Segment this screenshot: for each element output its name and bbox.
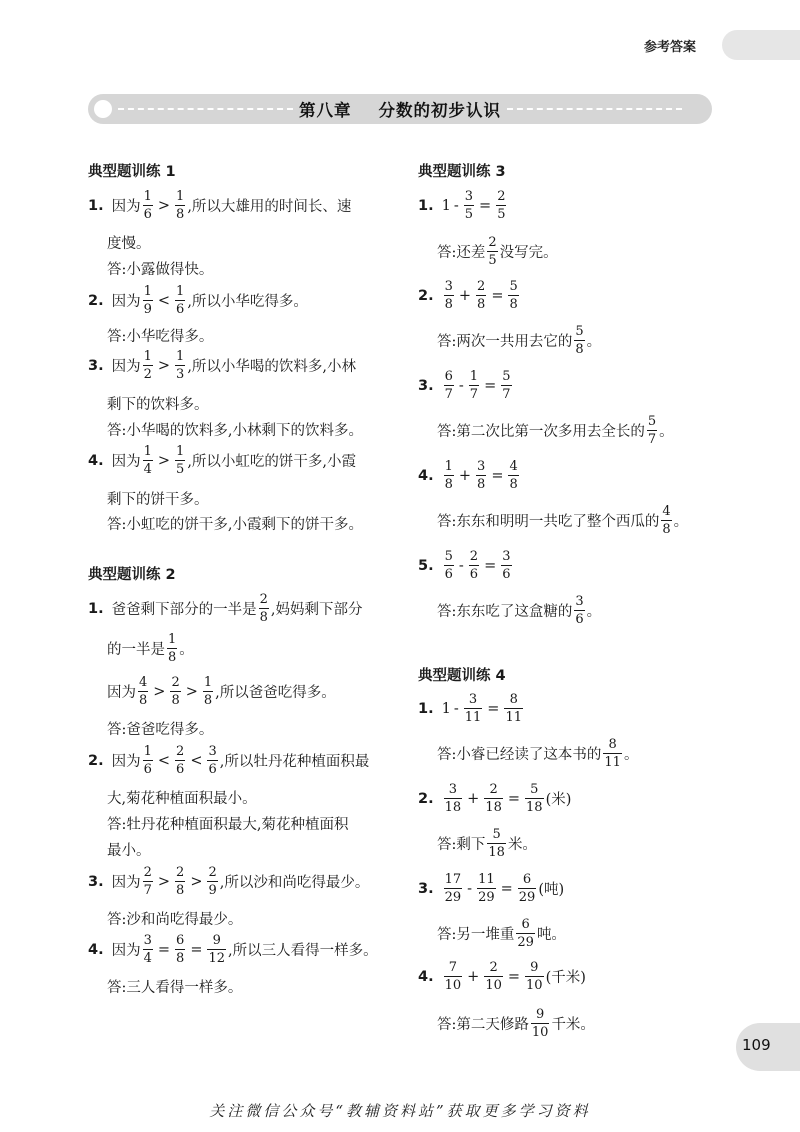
- text: ,所以小虹吃的饼干多,小霞: [187, 454, 357, 470]
- fraction: $\frac{2}{9}$: [208, 865, 217, 898]
- answer: 答:小华吃得多。: [107, 329, 214, 345]
- question-line: [107, 676, 336, 707]
- answer: 答:小睿已经读了这本书的 $\frac{8}{11}$ 。: [437, 737, 639, 770]
- equation: 2. $\frac{3}{18}$ + $\frac{2}{18}$ = $\frac{5}{18}$ (米): [418, 782, 572, 815]
- section-title: 典型题训练 4: [418, 668, 506, 684]
- answer: 答:牡丹花种植面积最大,菊花种植面积: [107, 817, 349, 833]
- question-line: [88, 934, 378, 965]
- equation: 5. $\frac{5}{6}$ - $\frac{2}{6}$ = $\frac{3}{6}$: [418, 549, 511, 582]
- banner-left-dash: [118, 108, 293, 110]
- fraction: $\frac{1}{9}$: [143, 284, 152, 317]
- answer: 答:剩下 $\frac{5}{18}$ 米。: [437, 827, 537, 860]
- answer: 答:第二次比第一次多用去全长的 $\frac{5}{7}$ 。: [437, 414, 674, 447]
- operator: =: [190, 941, 203, 958]
- banner-right-dash: [507, 108, 682, 110]
- chapter-banner: [88, 94, 712, 124]
- operator: >: [153, 683, 166, 700]
- fraction: $\frac{1}{2}$: [143, 349, 152, 382]
- question-number: 4.: [88, 452, 104, 469]
- fraction: $\frac{1}{3}$: [176, 349, 185, 382]
- fraction: $\frac{1}{5}$: [176, 444, 185, 477]
- operator: >: [157, 357, 171, 374]
- fraction: $\frac{1}{6}$: [143, 744, 152, 777]
- operator: <: [157, 292, 171, 309]
- banner-left-cap: [94, 100, 112, 118]
- section-title: 典型题训练 2: [88, 567, 176, 583]
- operator: >: [185, 683, 198, 700]
- equation: 2. $\frac{3}{8}$ + $\frac{2}{8}$ = $\frac{5}{8}$: [418, 279, 518, 312]
- operator: >: [190, 873, 203, 890]
- question-number: 3.: [88, 357, 104, 374]
- question-number: 4.: [88, 941, 104, 958]
- page-number: 109: [742, 1036, 771, 1054]
- answer: 答:另一堆重 $\frac{6}{29}$ 吨。: [437, 917, 566, 950]
- equation: 1. 1 - $\frac{3}{11}$ = $\frac{8}{11}$: [418, 692, 522, 725]
- answer: 答:小华喝的饮料多,小林剩下的饮料多。: [107, 423, 363, 439]
- question-number: 1.: [88, 600, 104, 617]
- answer: 答:沙和尚吃得最少。: [107, 912, 243, 928]
- text: ,所以三人看得一样多。: [228, 943, 378, 959]
- equation: 4. $\frac{7}{10}$ + $\frac{2}{10}$ = $\frac{9}{10}$ (千米): [418, 960, 586, 993]
- question-number: 3.: [88, 873, 104, 890]
- equation: 1. 1 - $\frac{3}{5}$ = $\frac{2}{5}$: [418, 189, 506, 222]
- fraction: $\frac{1}{8}$: [176, 189, 185, 222]
- answer: 答:爸爸吃得多。: [107, 722, 214, 738]
- text: 因为: [111, 199, 141, 215]
- text: 因为: [107, 685, 136, 701]
- text: ,所以小华喝的饮料多,小林: [187, 359, 357, 375]
- text: 因为: [111, 359, 141, 375]
- text: ,所以牡丹花种植面积最: [219, 754, 370, 770]
- operator: >: [157, 197, 171, 214]
- question-line: [88, 745, 369, 776]
- answer: 答:小虹吃的饼干多,小霞剩下的饼干多。: [107, 517, 363, 533]
- text: 因为: [111, 875, 141, 891]
- header-label: 参考答案: [644, 40, 697, 55]
- fraction: $\frac{3}{6}$: [208, 744, 217, 777]
- question-line: [88, 593, 363, 624]
- header-tab: [722, 30, 800, 60]
- fraction: $\frac{1}{8}$: [203, 675, 213, 708]
- text: 因为: [111, 754, 141, 770]
- answer: 答:三人看得一样多。: [107, 980, 243, 996]
- text: ,所以大雄用的时间长、速: [187, 199, 352, 215]
- section-title: 典型题训练 1: [88, 164, 176, 180]
- answer: 答:东东和明明一共吃了整个西瓜的 $\frac{4}{8}$ 。: [437, 504, 689, 537]
- operator: >: [157, 452, 171, 469]
- fraction: $\frac{1}{4}$: [143, 444, 152, 477]
- question-line: [88, 445, 356, 476]
- answer-cont: 最小。: [107, 843, 151, 859]
- fraction: $\frac{2}{8}$: [176, 865, 185, 898]
- question-cont: [107, 633, 194, 664]
- fraction: $\frac{2}{6}$: [176, 744, 185, 777]
- text: ,所以沙和尚吃得最少。: [219, 875, 370, 891]
- answer: 答:小露做得快。: [107, 262, 214, 278]
- text: ,妈妈剩下部分: [270, 602, 363, 618]
- operator: >: [157, 873, 171, 890]
- fraction: $\frac{1}{6}$: [176, 284, 185, 317]
- question-line: [88, 190, 351, 221]
- fraction: $\frac{2}{8}$: [259, 592, 268, 625]
- operator: =: [157, 941, 171, 958]
- equation: 4. $\frac{1}{8}$ + $\frac{3}{8}$ = $\frac{4}{8}$: [418, 459, 518, 492]
- fraction: $\frac{6}{8}$: [176, 933, 185, 966]
- fraction: $\frac{2}{8}$: [171, 675, 180, 708]
- text: 。: [179, 642, 194, 658]
- fraction: $\frac{3}{4}$: [143, 933, 152, 966]
- answer: 答:东东吃了这盒糖的 $\frac{3}{6}$ 。: [437, 594, 602, 627]
- section-title: 典型题训练 3: [418, 164, 506, 180]
- chapter-title: 第八章 分数的初步认识: [299, 101, 501, 120]
- text: ,所以小华吃得多。: [187, 294, 308, 310]
- text: 的一半是: [107, 642, 165, 658]
- text: ,所以爸爸吃得多。: [215, 685, 336, 701]
- answer: 答:两次一共用去它的 $\frac{5}{8}$ 。: [437, 324, 602, 357]
- text: 因为: [111, 294, 141, 310]
- text: 爸爸剩下部分的一半是: [111, 602, 257, 618]
- answer: 答:第二天修路 $\frac{9}{10}$ 千米。: [437, 1007, 595, 1040]
- fraction: $\frac{1}{8}$: [168, 632, 177, 665]
- question-cont: 剩下的饼干多。: [107, 492, 209, 508]
- question-number: 1.: [88, 197, 104, 214]
- question-line: [88, 866, 369, 897]
- answer: 答:还差 $\frac{2}{5}$ 没写完。: [437, 235, 558, 268]
- text: 因为: [111, 943, 141, 959]
- fraction: $\frac{4}{8}$: [139, 675, 148, 708]
- footer-note: 关注微信公众号“教辅资料站”获取更多学习资料: [209, 1102, 591, 1120]
- question-cont: 度慢。: [107, 236, 151, 252]
- equation: 3. $\frac{6}{7}$ - $\frac{1}{7}$ = $\frac{5}{7}$: [418, 369, 511, 402]
- question-line: [88, 285, 308, 316]
- question-number: 2.: [88, 292, 104, 309]
- question-number: 2.: [88, 752, 104, 769]
- question-line: [88, 350, 356, 381]
- question-cont: 大,菊花种植面积最小。: [107, 791, 257, 807]
- fraction: $\frac{1}{6}$: [143, 189, 152, 222]
- fraction: $\frac{9}{12}$: [208, 933, 226, 966]
- fraction: $\frac{2}{7}$: [143, 865, 152, 898]
- operator: <: [190, 752, 203, 769]
- text: 因为: [111, 454, 141, 470]
- operator: <: [157, 752, 171, 769]
- equation: 3. $\frac{17}{29}$ - $\frac{11}{29}$ = $\frac{6}{29}$ (吨): [418, 872, 565, 905]
- question-cont: 剩下的饮料多。: [107, 397, 209, 413]
